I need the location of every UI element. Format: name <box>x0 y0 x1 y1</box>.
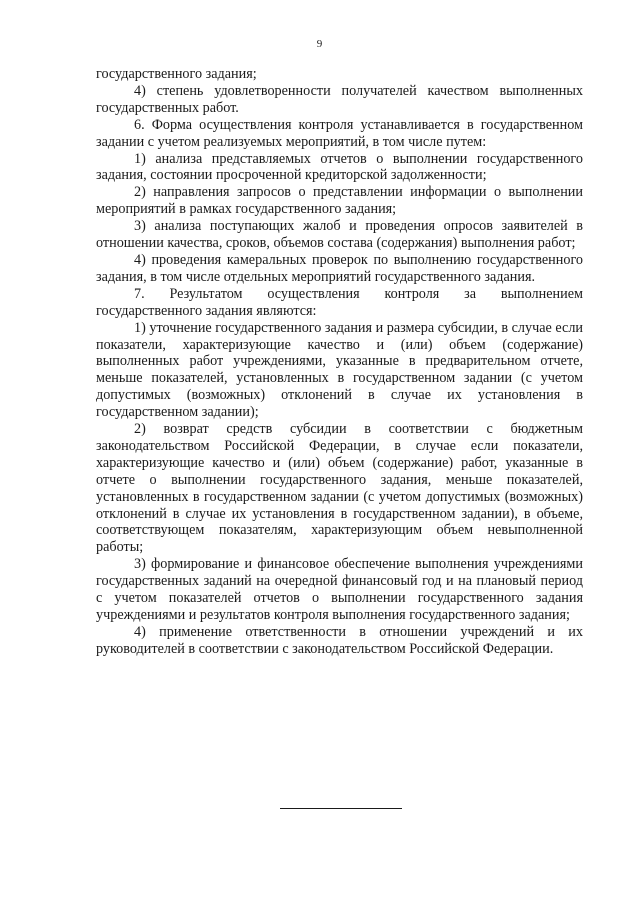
paragraph-item-2-requests: 2) направления запросов о представлении информации о выполнении мероприятий в рамках государственного задания; <box>96 184 583 218</box>
paragraph-result-3: 3) формирование и финансовое обеспечение выполнения учреждениями государственных заданий на очередной финансовый год и на плановый период с учетом показателей отчетов о выполнении государственного задания учреждениями и результатов контроля выполнения государственного задания; <box>96 556 583 623</box>
paragraph-item-3-complaints: 3) анализа поступающих жалоб и проведения опросов заявителей в отношении качества, сроков, объемов состава (содержания) выполнения работ; <box>96 218 583 252</box>
paragraph-result-1: 1) уточнение государственного задания и размера субсидии, в случае если показатели, характеризующие качество и (или) объем (содержание) выполненных работ учреждениями, указанные в предварительном отчете, меньше показателей, установленных в государственном задании (с учетом допустимых (возможных) отклонений в случае их установления в государственном задании); <box>96 319 583 421</box>
closing-rule <box>280 808 402 809</box>
paragraph-item-1-analysis: 1) анализа представляемых отчетов о выполнении государственного задания, состоянии просроченной кредиторской задолженности; <box>96 150 583 184</box>
paragraph-result-4: 4) применение ответственности в отношении учреждений и их руководителей в соответствии с законодательством Российской Федерации. <box>96 623 583 657</box>
paragraph-item-4-satisfaction: 4) степень удовлетворенности получателей качеством выполненных государственных работ. <box>96 82 583 116</box>
page-number: 9 <box>316 38 323 50</box>
paragraph-continuation: государственного задания; <box>96 66 257 82</box>
paragraph-item-4-inspections: 4) проведения камеральных проверок по выполнению государственного задания, в том числе отдельных мероприятий государственного задания. <box>96 251 583 285</box>
paragraph-section-7: 7. Результатом осуществления контроля за выполнением государственного задания являются: <box>96 285 583 319</box>
paragraph-section-6: 6. Форма осуществления контроля устанавливается в государственном задании с учетом реализуемых мероприятий, в том числе путем: <box>96 116 583 150</box>
paragraph-result-2: 2) возврат средств субсидии в соответствии с бюджетным законодательством Российской Федерации, в случае если показатели, характеризующие качество и (или) объем (содержание) работ, указанные в отчете о выполнении государственного задания, меньше показателей, установленных в государственном задании (с учетом допустимых (возможных) отклонений в случае их установления в государственном задании), в объеме, соответствующем показателям, характеризующим объем невыполненной работы; <box>96 421 583 556</box>
document-body <box>96 66 583 658</box>
